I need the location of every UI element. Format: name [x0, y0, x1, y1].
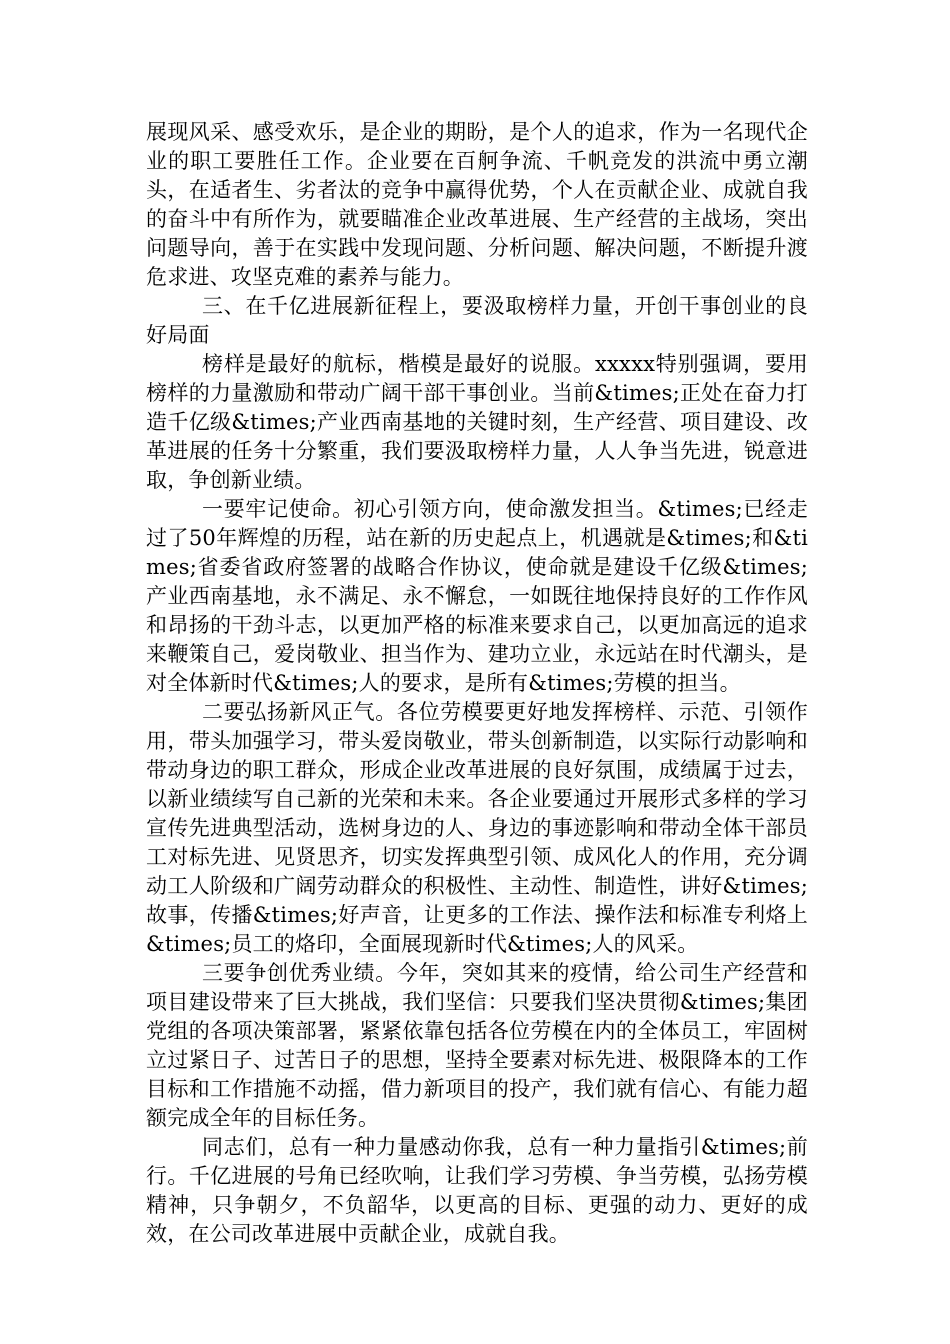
paragraph: 展现风采、感受欢乐，是企业的期盼，是个人的追求，作为一名现代企业的职工要胜任工作。企业要在百舸争流、千帆竞发的洪流中勇立潮头，在适者生、劣者汰的竞争中赢得优势，个人在贡献企业、成就自我的奋斗中有所作为，就要瞄准企业改革进展、生产经营的主战场，突出问题导向，善于在实践中发现问题、分析问题、解决问题，不断提升渡危求进、攻坚克难的素养与能力。 [146, 120, 808, 289]
section-heading: 三、在千亿进展新征程上，要汲取榜样力量，开创干事创业的良好局面 [146, 294, 808, 347]
paragraph: 榜样是最好的航标，楷模是最好的说服。xxxxx特别强调，要用榜样的力量激励和带动广阔干部干事创业。当前&times;正处在奋力打造千亿级&times;产业西南基地的关键时刻，生产经营、项目建设、改革进展的任务十分繁重，我们要汲取榜样力量，人人争当先进，锐意进取，争创新业绩。 [146, 352, 808, 492]
paragraph: 三要争创优秀业绩。今年，突如其来的疫情，给公司生产经营和项目建设带来了巨大挑战，我们坚信：只要我们坚决贯彻&times;集团党组的各项决策部署，紧紧依靠包括各位劳模在内的全体员工，牢固树立过紧日子、过苦日子的思想，坚持全要素对标先进、极限降本的工作目标和工作措施不动摇，借力新项目的投产，我们就有信心、有能力超额完成全年的目标任务。 [146, 961, 808, 1130]
paragraph: 同志们，总有一种力量感动你我，总有一种力量指引&times;前行。千亿进展的号角已经吹响，让我们学习劳模、争当劳模，弘扬劳模精神，只争朝夕，不负韶华，以更高的目标、更强的动力、更好的成效，在公司改革进展中贡献企业，成就自我。 [146, 1135, 808, 1246]
paragraph: 二要弘扬新风正气。各位劳模要更好地发挥榜样、示范、引领作用，带头加强学习，带头爱岗敬业，带头创新制造，以实际行动影响和带动身边的职工群众，形成企业改革进展的良好氛围，成绩属于过去，以新业绩续写自己新的光荣和未来。各企业要通过开展形式多样的学习宣传先进典型活动，选树身边的人、身边的事迹影响和带动全体干部员工对标先进、见贤思齐，切实发挥典型引领、成风化人的作用，充分调动工人阶级和广阔劳动群众的积极性、主动性、制造性，讲好&times;故事，传播&times;好声音，让更多的工作法、操作法和标准专利烙上&times;员工的烙印，全面展现新时代&times;人的风采。 [146, 700, 808, 956]
document-body [146, 118, 808, 1249]
paragraph: 一要牢记使命。初心引领方向，使命激发担当。&times;已经走过了50年辉煌的历程，站在新的历史起点上，机遇就是&times;和&times;省委省政府签署的战略合作协议，使命就是建设千亿级&times;产业西南基地，永不满足、永不懈怠，一如既往地保持良好的工作作风和昂扬的干劲斗志，以更加严格的标准来要求自己，以更加高远的追求来鞭策自己，爱岗敬业、担当作为、建功立业，永远站在时代潮头，是对全体新时代&times;人的要求，是所有&times;劳模的担当。 [146, 497, 808, 695]
